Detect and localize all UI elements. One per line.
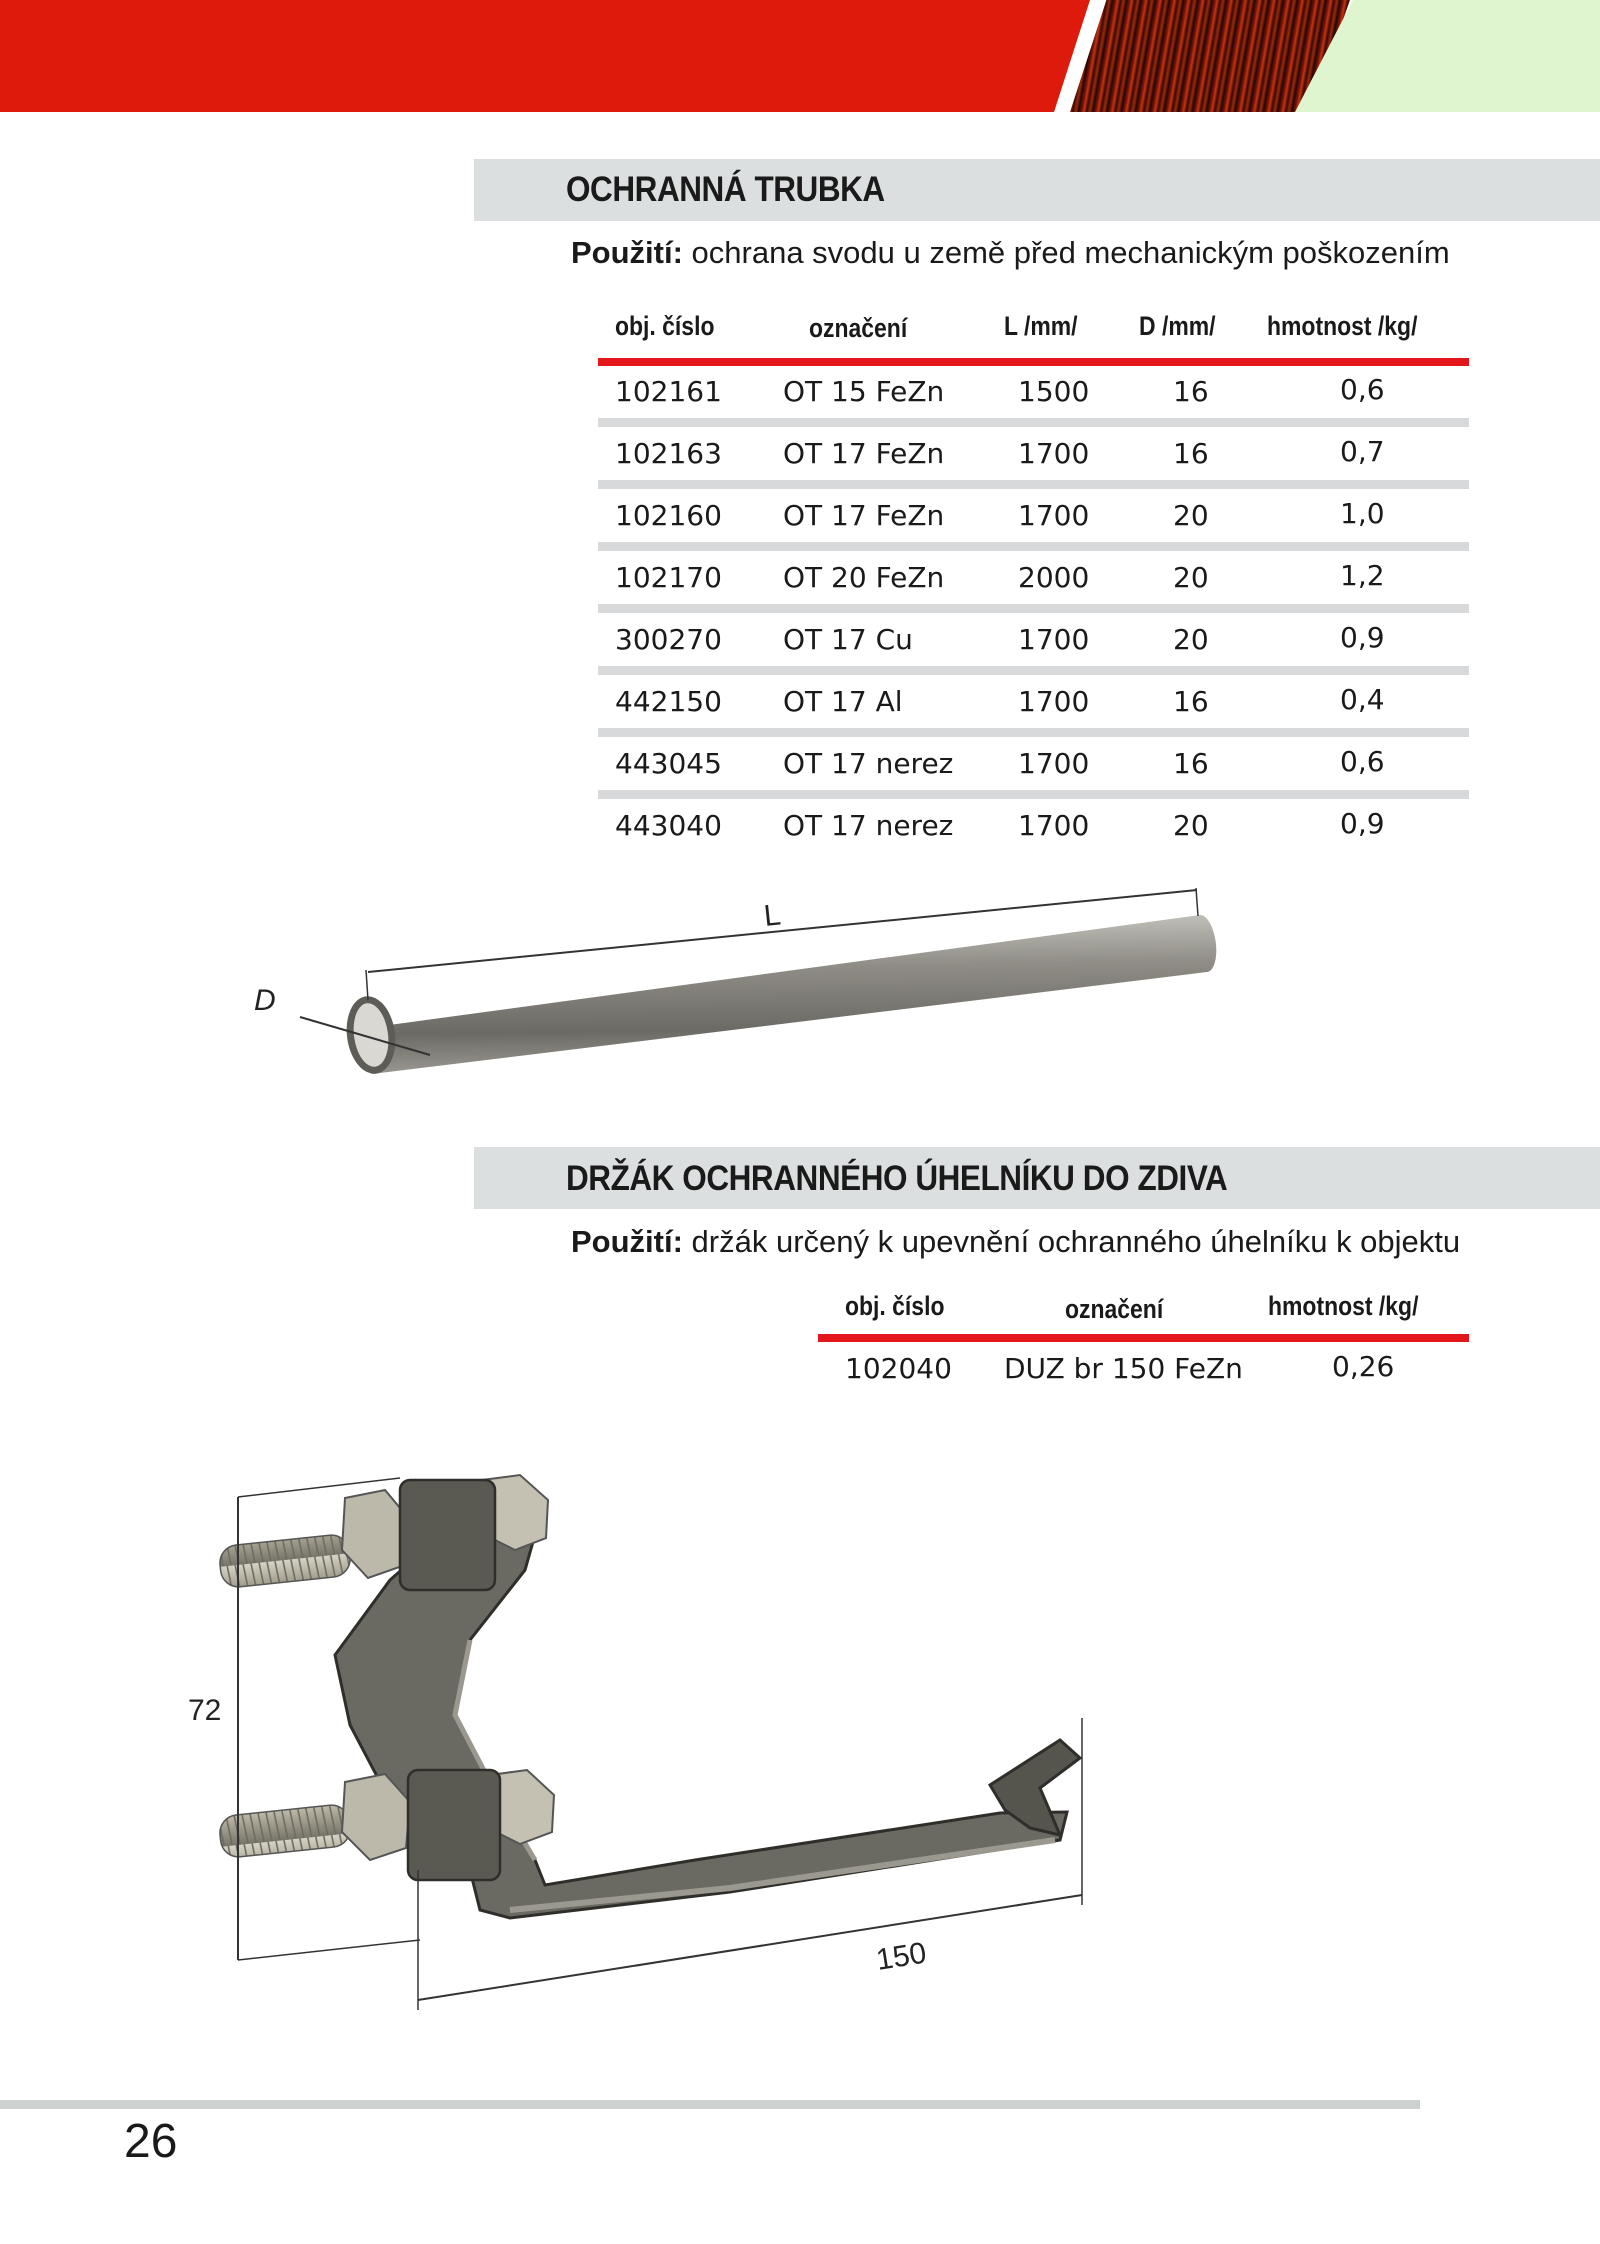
table-header-rule [818, 1334, 1469, 1342]
table-cell: 1,0 [1340, 497, 1385, 530]
table-cell: 1500 [1018, 375, 1090, 408]
header-red-band [0, 0, 1090, 112]
table-cell: OT 17 FeZn [783, 499, 945, 532]
table-cell: 443040 [615, 809, 722, 842]
table-cell: OT 17 Al [783, 685, 903, 718]
table-cell: 16 [1173, 375, 1209, 408]
table-cell: 300270 [615, 623, 722, 656]
table-cell: 16 [1173, 437, 1209, 470]
table-cell: 1700 [1018, 809, 1090, 842]
col-header-weight: hmotnost /kg/ [1267, 311, 1418, 341]
table-cell: 102161 [615, 375, 722, 408]
table-cell: 0,26 [1332, 1350, 1395, 1383]
upper-clamp [400, 1480, 495, 1590]
height-label: 72 [188, 1694, 222, 1727]
col-header-designation: označení [809, 313, 908, 343]
table-cell: OT 15 FeZn [783, 375, 945, 408]
table-cell: 0,9 [1340, 807, 1385, 840]
extension-line [1196, 888, 1198, 916]
table-cell: 102170 [615, 561, 722, 594]
table-cell: 442150 [615, 685, 722, 718]
col-header-designation: označení [1065, 1294, 1164, 1324]
table-cell: 1700 [1018, 747, 1090, 780]
extension-line [366, 970, 368, 1000]
table-cell: 16 [1173, 685, 1209, 718]
col-header-order-no: obj. číslo [615, 311, 715, 341]
usage-label: Použití: [571, 1224, 683, 1259]
col-header-weight: hmotnost /kg/ [1268, 1291, 1419, 1321]
table-cell: OT 20 FeZn [783, 561, 945, 594]
table-cell: 0,9 [1340, 621, 1385, 654]
section-title: OCHRANNÁ TRUBKA [566, 170, 885, 209]
table-cell: 102160 [615, 499, 722, 532]
row-divider [598, 418, 1469, 427]
col-header-order-no: obj. číslo [845, 1291, 945, 1321]
table-cell: OT 17 FeZn [783, 437, 945, 470]
table-cell: 20 [1173, 623, 1209, 656]
table-cell: OT 17 nerez [783, 747, 954, 780]
row-divider [598, 604, 1469, 613]
usage-text: ochrana svodu u země před mechanickým poškozením [682, 235, 1450, 270]
usage-line [571, 1224, 1460, 1260]
row-divider [598, 790, 1469, 799]
row-divider [598, 480, 1469, 489]
length-label: 150 [873, 1936, 929, 1977]
table-cell: 20 [1173, 561, 1209, 594]
length-label: L [762, 898, 783, 933]
table-cell: 1700 [1018, 437, 1090, 470]
table-cell: 102040 [845, 1352, 952, 1385]
diameter-label: D [254, 984, 276, 1017]
lower-clamp [408, 1770, 500, 1880]
table-cell: DUZ br 150 FeZn [1004, 1352, 1243, 1385]
table-cell: 1700 [1018, 623, 1090, 656]
table-cell: 0,7 [1340, 435, 1385, 468]
table-header-rule [598, 358, 1469, 366]
tube-body [367, 915, 1216, 1074]
table-cell: 443045 [615, 747, 722, 780]
col-header-diameter: D /mm/ [1139, 311, 1216, 341]
table-cell: 0,6 [1340, 373, 1385, 406]
table-cell: 1700 [1018, 685, 1090, 718]
table-cell: 1,2 [1340, 559, 1385, 592]
table-cell: 20 [1173, 809, 1209, 842]
usage-line [571, 235, 1450, 271]
usage-text: držák určený k upevnění ochranného úhelníku k objektu [682, 1224, 1461, 1259]
table-cell: 2000 [1018, 561, 1090, 594]
row-divider [598, 728, 1469, 737]
table-cell: 102163 [615, 437, 722, 470]
col-header-length: L /mm/ [1004, 311, 1078, 341]
section-title: DRŽÁK OCHRANNÉHO ÚHELNÍKU DO ZDIVA [566, 1159, 1228, 1198]
row-divider [598, 666, 1469, 675]
extension-line [238, 1940, 420, 1960]
table-cell: 0,6 [1340, 745, 1385, 778]
table-cell: 20 [1173, 499, 1209, 532]
table-cell: OT 17 nerez [783, 809, 954, 842]
table-cell: OT 17 Cu [783, 623, 913, 656]
footer-rule [0, 2100, 1420, 2109]
table-cell: 1700 [1018, 499, 1090, 532]
page-number: 26 [124, 2115, 178, 2168]
table-cell: 0,4 [1340, 683, 1385, 716]
usage-label: Použití: [571, 235, 683, 270]
bracket-drawing [170, 1440, 1330, 2020]
tube-drawing [220, 880, 1240, 1100]
table-cell: 16 [1173, 747, 1209, 780]
row-divider [598, 542, 1469, 551]
